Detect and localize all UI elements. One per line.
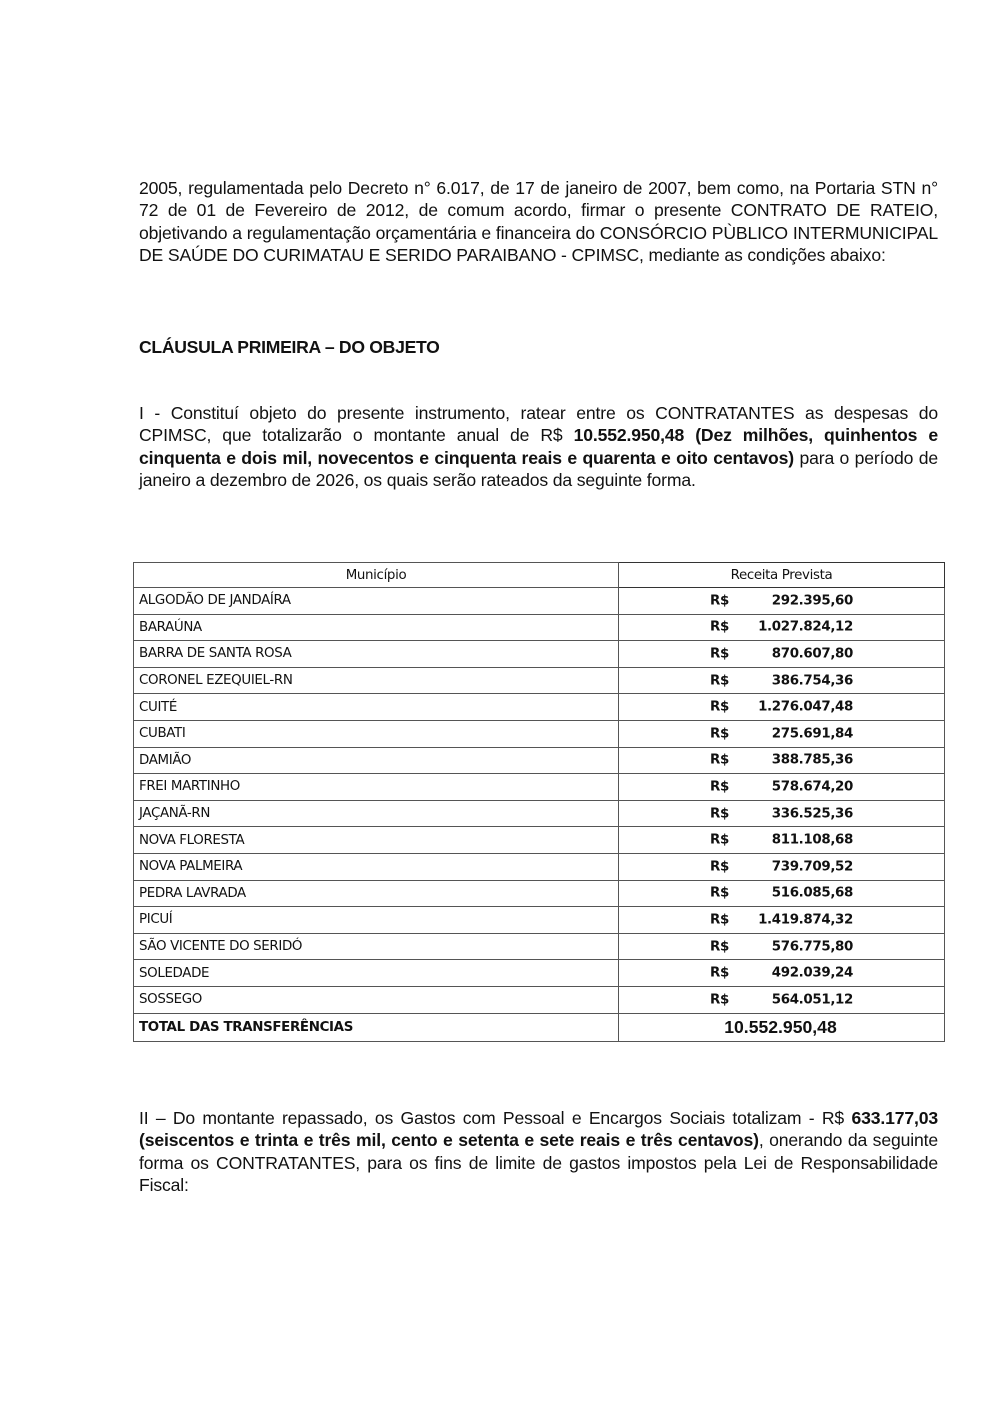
municipio-cell: SOLEDADE	[134, 960, 619, 987]
amount-value: 292.395,60	[771, 593, 853, 609]
receita-cell	[619, 827, 945, 854]
amount-value: 870.607,80	[771, 646, 853, 662]
currency-symbol: R$	[710, 779, 729, 795]
table-row	[134, 933, 945, 960]
table-row	[134, 588, 945, 615]
table-total-row	[134, 1013, 945, 1041]
receita-cell	[619, 907, 945, 934]
amount-value: 386.754,36	[771, 673, 853, 689]
amount-value: 739.709,52	[771, 859, 853, 875]
receita-cell	[619, 588, 945, 615]
amount-value: 516.085,68	[771, 885, 853, 901]
gastos-paragraph	[139, 1107, 938, 1197]
currency-symbol: R$	[710, 673, 729, 689]
municipio-cell: CUBATI	[134, 720, 619, 747]
intro-paragraph: 2005, regulamentada pelo Decreto n° 6.017, de 17 de janeiro de 2007, bem como, na Portaria STN n° 72 de 01 de Fevereiro de 2012, de comum acordo, firmar o presente CONTRATO DE RATEIO, objetivando a regulamentação orçamentária e financeira do CONSÓRCIO PÙBLICO INTERMUNICIPAL DE SAÚDE DO CURIMATAU E SERIDO PARAIBANO - CPIMSC, mediante as condições abaixo:	[139, 178, 938, 266]
amount-value: 388.785,36	[771, 752, 853, 768]
table-row	[134, 853, 945, 880]
gastos-paragraph-text-2: , onerando da seguinte forma os CONTRATANTES, para os fins de limite de gastos impostos pela Lei de Responsabilidade Fiscal:	[139, 1130, 938, 1196]
receita-cell	[619, 720, 945, 747]
amount-value: 564.051,12	[771, 992, 853, 1008]
amount-value: 492.039,24	[771, 965, 853, 981]
currency-symbol: R$	[710, 619, 729, 635]
receita-cell	[619, 641, 945, 668]
table-row	[134, 614, 945, 641]
total-value: 10.552.950,48	[619, 1013, 945, 1041]
table-row	[134, 720, 945, 747]
receita-cell	[619, 800, 945, 827]
currency-symbol: R$	[710, 699, 729, 715]
receita-cell	[619, 747, 945, 774]
municipio-cell: JAÇANÃ-RN	[134, 800, 619, 827]
currency-symbol: R$	[710, 885, 729, 901]
receita-cell	[619, 986, 945, 1013]
currency-symbol: R$	[710, 646, 729, 662]
table-row	[134, 747, 945, 774]
municipio-cell: FREI MARTINHO	[134, 774, 619, 801]
table-row	[134, 774, 945, 801]
table-row	[134, 641, 945, 668]
total-label: TOTAL DAS TRANSFERÊNCIAS	[134, 1013, 619, 1041]
amount-value: 336.525,36	[771, 806, 853, 822]
municipio-cell: PICUÍ	[134, 907, 619, 934]
table-row	[134, 960, 945, 987]
table-row	[134, 694, 945, 721]
receita-cell	[619, 614, 945, 641]
amount-value: 275.691,84	[771, 726, 853, 742]
amount-value: 1.276.047,48	[758, 699, 853, 715]
amount-value: 576.775,80	[771, 939, 853, 955]
amount-value: 578.674,20	[771, 779, 853, 795]
municipio-cell: SÃO VICENTE DO SERIDÓ	[134, 933, 619, 960]
currency-symbol: R$	[710, 593, 729, 609]
receita-cell	[619, 667, 945, 694]
currency-symbol: R$	[710, 726, 729, 742]
currency-symbol: R$	[710, 832, 729, 848]
object-paragraph	[139, 402, 938, 492]
receita-cell	[619, 694, 945, 721]
municipio-cell: CUITÉ	[134, 694, 619, 721]
clause-title: CLÁUSULA PRIMEIRA – DO OBJETO	[139, 337, 440, 357]
amount-value: 1.419.874,32	[758, 912, 853, 928]
gastos-paragraph-amount: 633.177,03 (seiscentos e trinta e três mil, cento e setenta e sete reais e três centavos)	[139, 1108, 938, 1151]
receita-cell	[619, 774, 945, 801]
municipio-cell: ALGODÃO DE JANDAÍRA	[134, 588, 619, 615]
receita-cell	[619, 853, 945, 880]
table-row	[134, 907, 945, 934]
municipio-cell: NOVA FLORESTA	[134, 827, 619, 854]
header-municipio: Município	[134, 563, 619, 588]
gastos-paragraph-text-1: II – Do montante repassado, os Gastos com Pessoal e Encargos Sociais totalizam - R$	[139, 1108, 852, 1128]
currency-symbol: R$	[710, 806, 729, 822]
table-row	[134, 800, 945, 827]
municipio-cell: DAMIÃO	[134, 747, 619, 774]
receita-cell	[619, 960, 945, 987]
municipio-cell: SOSSEGO	[134, 986, 619, 1013]
table-row	[134, 986, 945, 1013]
table-row	[134, 667, 945, 694]
rateio-table	[133, 562, 945, 1042]
municipio-cell: PEDRA LAVRADA	[134, 880, 619, 907]
municipio-cell: CORONEL EZEQUIEL-RN	[134, 667, 619, 694]
table-header-row	[134, 563, 945, 588]
header-receita-prevista: Receita Prevista	[619, 563, 945, 588]
municipio-cell: NOVA PALMEIRA	[134, 853, 619, 880]
object-paragraph-text-1: I - Constituí objeto do presente instrumento, ratear entre os CONTRATANTES as despesas do CPIMSC, que totalizarão o montante anual de R$	[139, 403, 938, 446]
receita-cell	[619, 880, 945, 907]
object-paragraph-amount: 10.552.950,48 (Dez milhões, quinhentos e cinquenta e dois mil, novecentos e cinquenta reais e quarenta e oito centavos)	[139, 425, 938, 468]
municipio-cell: BARAÚNA	[134, 614, 619, 641]
currency-symbol: R$	[710, 965, 729, 981]
table-row	[134, 827, 945, 854]
currency-symbol: R$	[710, 939, 729, 955]
object-paragraph-text-2: para o período de janeiro a dezembro de 2026, os quais serão rateados da seguinte forma.	[139, 447, 938, 491]
table-row	[134, 880, 945, 907]
amount-value: 1.027.824,12	[758, 619, 853, 635]
currency-symbol: R$	[710, 859, 729, 875]
currency-symbol: R$	[710, 752, 729, 768]
currency-symbol: R$	[710, 992, 729, 1008]
currency-symbol: R$	[710, 912, 729, 928]
amount-value: 811.108,68	[771, 832, 853, 848]
receita-cell	[619, 933, 945, 960]
municipio-cell: BARRA DE SANTA ROSA	[134, 641, 619, 668]
